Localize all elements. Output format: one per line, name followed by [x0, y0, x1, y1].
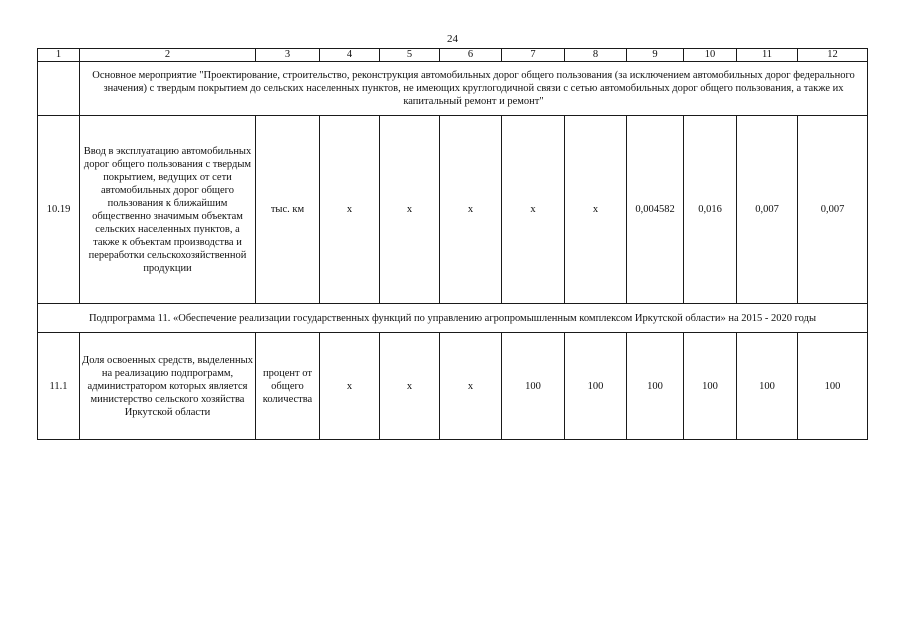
column-number: 2 [80, 49, 256, 62]
value-cell: х [320, 333, 380, 440]
value-cell: 100 [737, 333, 798, 440]
value-cell: х [440, 116, 502, 304]
value-cell: 100 [502, 333, 565, 440]
table-row [38, 333, 868, 440]
empty-cell [38, 62, 80, 116]
column-numbers-row [38, 49, 868, 62]
subprogram-title: Подпрограмма 11. «Обеспечение реализации государственных функций по управлению агропромышленным комплексом Иркутской области» на 2015 - 2020 годы [38, 304, 868, 333]
row-number: 11.1 [38, 333, 80, 440]
indicator-name: Ввод в эксплуатацию автомобильных дорог общего пользования с твердым покрытием, ведущих от сети автомобильных дорог общего пользования к ближайшим общественно значимым объектам сельских населенных пунктов, а также к объектам производства и переработки сельскохозяйственной продукции [80, 116, 256, 304]
main-event-row [38, 62, 868, 116]
value-cell: 100 [565, 333, 627, 440]
column-number: 6 [440, 49, 502, 62]
main-event-title: Основное мероприятие "Проектирование, строительство, реконструкция автомобильных дорог общего пользования (за исключением автомобильных дорог федерального значения) с твердым покрытием до сельских населенных пунктов, не имеющих круглогодичной связи с сетью автомобильных дорог общего пользования, а также их капитальный ремонт и ремонт" [80, 62, 868, 116]
indicator-name: Доля освоенных средств, выделенных на реализацию подпрограмм, администратором которых является министерство сельского хозяйства Иркутской области [80, 333, 256, 440]
value-cell: х [380, 333, 440, 440]
value-cell: 0,016 [684, 116, 737, 304]
value-cell: х [502, 116, 565, 304]
row-number: 10.19 [38, 116, 80, 304]
unit-cell: тыс. км [256, 116, 320, 304]
indicators-table [37, 48, 868, 440]
column-number: 11 [737, 49, 798, 62]
column-number: 12 [798, 49, 868, 62]
unit-cell: процент от общего количества [256, 333, 320, 440]
column-number: 8 [565, 49, 627, 62]
value-cell: 0,007 [737, 116, 798, 304]
page-number: 24 [447, 33, 458, 45]
column-number: 5 [380, 49, 440, 62]
value-cell: 0,004582 [627, 116, 684, 304]
column-number: 4 [320, 49, 380, 62]
column-number: 3 [256, 49, 320, 62]
value-cell: 100 [798, 333, 868, 440]
value-cell: 100 [684, 333, 737, 440]
value-cell: х [380, 116, 440, 304]
column-number: 9 [627, 49, 684, 62]
column-number: 1 [38, 49, 80, 62]
table-row [38, 116, 868, 304]
subprogram-row [38, 304, 868, 333]
value-cell: х [565, 116, 627, 304]
value-cell: х [440, 333, 502, 440]
value-cell: 100 [627, 333, 684, 440]
value-cell: 0,007 [798, 116, 868, 304]
column-number: 10 [684, 49, 737, 62]
value-cell: х [320, 116, 380, 304]
column-number: 7 [502, 49, 565, 62]
